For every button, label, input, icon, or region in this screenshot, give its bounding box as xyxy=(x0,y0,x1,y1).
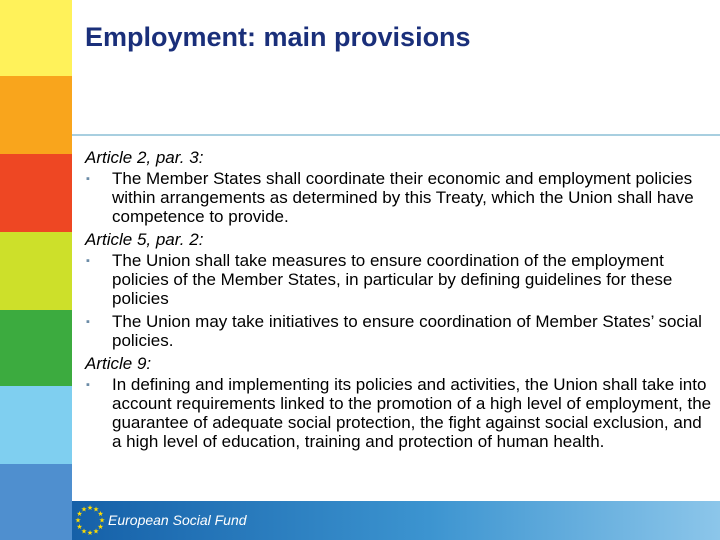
svg-text:★: ★ xyxy=(86,529,94,537)
bullet-item xyxy=(85,375,715,451)
slide-title: Employment: main provisions xyxy=(85,22,471,52)
stripe-red xyxy=(0,154,72,232)
svg-text:★: ★ xyxy=(98,516,106,525)
svg-text:★: ★ xyxy=(80,505,88,514)
bullet-item xyxy=(85,251,715,308)
square-bullet-icon: ▪ xyxy=(86,316,90,328)
svg-text:★: ★ xyxy=(76,510,83,518)
svg-text:★: ★ xyxy=(92,505,100,514)
square-bullet-icon: ▪ xyxy=(86,379,90,391)
svg-text:★: ★ xyxy=(86,504,94,512)
bullet-text: The Union may take initiatives to ensure coordination of Member States’ social policies. xyxy=(112,312,702,350)
square-bullet-icon: ▪ xyxy=(86,173,90,185)
svg-text:★: ★ xyxy=(97,523,104,531)
bullet-text: In defining and implementing its policies and activities, the Union shall take into account requirements linked to the promotion of a high level of employment, the guarantee of adequate social protection, the fight against social exclusion, and a high level of education, training and protection of human health. xyxy=(112,375,712,451)
footer-label: European Social Fund xyxy=(108,512,247,528)
svg-text:★: ★ xyxy=(97,510,104,518)
article-heading: Article 9: xyxy=(85,354,152,373)
stripe-yellow xyxy=(0,0,72,76)
svg-text:★: ★ xyxy=(76,523,83,531)
bullet-text: The Union shall take measures to ensure coordination of the employment policies of the Member States, in particular by defining guidelines for these policies xyxy=(112,251,673,308)
stripe-orange xyxy=(0,76,72,154)
stripe-blue xyxy=(0,464,72,540)
title-divider xyxy=(72,134,720,136)
stripe-light-blue xyxy=(0,386,72,464)
stripe-green xyxy=(0,310,72,386)
eu-flag-icon xyxy=(74,504,106,538)
svg-text:★: ★ xyxy=(92,527,100,536)
bullet-item xyxy=(85,312,715,350)
bullet-text: The Member States shall coordinate their economic and employment policies within arrangements as determined by this Treaty, which the Union shall have competence to provide. xyxy=(112,169,694,226)
article-heading: Article 5, par. 2: xyxy=(85,230,204,249)
stripe-lime xyxy=(0,232,72,310)
article-heading: Article 2, par. 3: xyxy=(85,148,204,167)
svg-text:★: ★ xyxy=(74,516,82,525)
slide-content xyxy=(85,147,715,455)
square-bullet-icon: ▪ xyxy=(86,255,90,267)
bullet-item xyxy=(85,169,715,226)
svg-text:★: ★ xyxy=(80,527,88,536)
